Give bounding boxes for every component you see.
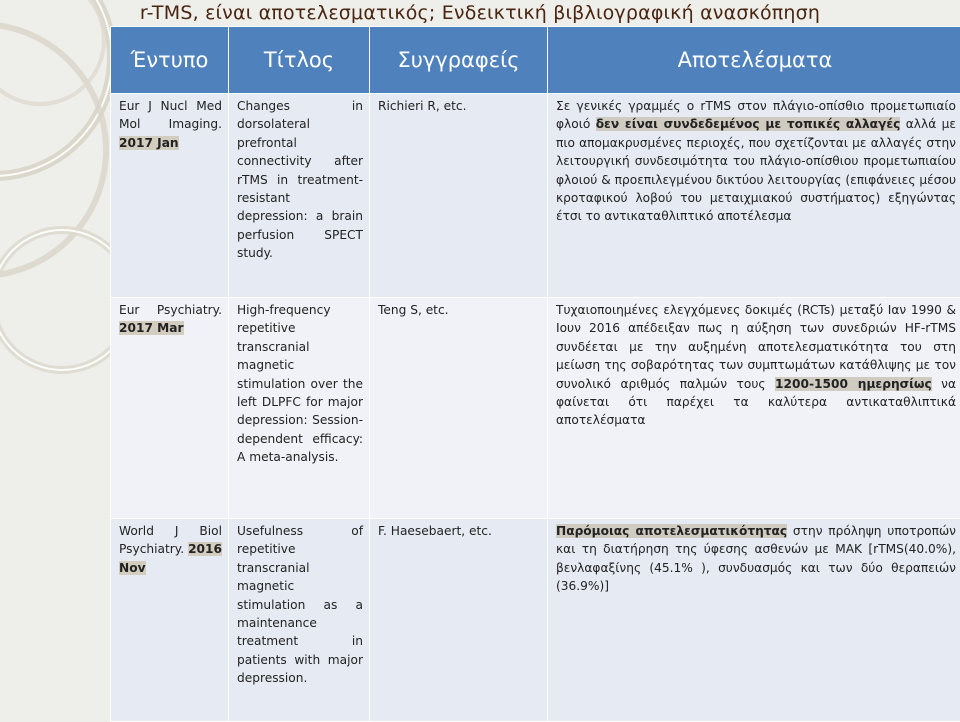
publication-date: 2017 Mar (119, 321, 184, 335)
journal-name: World J Biol Psychiatry. (119, 524, 222, 556)
header-journal: Έντυπο (111, 27, 229, 94)
header-results: Αποτελέσματα (548, 27, 960, 94)
result-text: στην πρόληψη υποτροπών και τη διατήρηση της ύφεσης ασθενών με ΜΑΚ [rTMS(40.0%), βενλαφαξίνης (45.1% ), συνδυασμός και των δύο θεραπειών (36.9%)] (556, 524, 956, 593)
results-cell (548, 298, 960, 519)
literature-table (110, 26, 960, 722)
journal-cell (111, 298, 229, 519)
results-cell (548, 94, 960, 298)
title-cell: Usefulness of repetitive transcranial magnetic stimulation as a maintenance treatment in patients with major depression. (229, 519, 370, 722)
authors-cell: Richieri R, etc. (370, 94, 548, 298)
title-cell: High-frequency repetitive transcranial magnetic stimulation over the left DLPFC for major depression: Session-dependent efficacy: A meta-analysis. (229, 298, 370, 519)
result-text: να φαίνεται ότι παρέχει τα καλύτερα αντικαταθλιπτικά αποτελέσματα (556, 377, 956, 428)
table-row (111, 519, 960, 722)
journal-cell (111, 519, 229, 722)
header-title: Τίτλος (229, 27, 370, 94)
publication-date: 2017 Jan (119, 136, 179, 150)
result-highlight: δεν είναι συνδεδεμένος με τοπικές αλλαγές (596, 117, 901, 131)
table-header-row (111, 27, 960, 94)
publication-date: 2016 Nov (119, 542, 222, 574)
table-row (111, 298, 960, 519)
slide-title: r-TMS, είναι αποτελεσματικός; Ενδεικτική βιβλιογραφική ανασκόπηση (0, 2, 960, 24)
table-row (111, 94, 960, 298)
journal-cell (111, 94, 229, 298)
title-cell: Changes in dorsolateral prefrontal connectivity after rTMS in treatment-resistant depression: a brain perfusion SPECT study. (229, 94, 370, 298)
journal-name: Eur Psychiatry. (119, 303, 222, 317)
header-authors: Συγγραφείς (370, 27, 548, 94)
result-highlight: Παρόμοιας αποτελεσματικότητας (556, 524, 787, 538)
result-highlight: 1200-1500 ημερησίως (775, 377, 932, 391)
result-text: Σε γενικές γραμμές ο rTMS στον πλάγιο-οπίσθιο προμετωπιαίο φλοιό (556, 99, 956, 131)
authors-cell: Teng S, etc. (370, 298, 548, 519)
journal-name: Eur J Nucl Med Mol Imaging. (119, 99, 222, 131)
authors-cell: F. Haesebaert, etc. (370, 519, 548, 722)
results-cell (548, 519, 960, 722)
result-text: αλλά με πιο απομακρυσμένες περιοχές, που σχετίζονται με αλλαγές στην λειτουργική συνδεσιμότητα του πλάγιο-οπίσθιου προμετωπιαίου φλοιού & προεπιλεγμένου δικτύου λειτουργίας (επιφάνειες μέσου κροταφικού λοβού του μεταιχμιακού συστήματος) εξηγώντας έτσι το αντικαταθλιπτικό αποτέλεσμα (556, 117, 956, 223)
result-text: Τυχαιοποιημένες ελεγχόμενες δοκιμές (RCTs) μεταξύ Ιαν 1990 & Ιουν 2016 απέδειξαν πως η αύξηση των συνεδριών HF-rTMS συνδέεται με την αυξημένη αποτελεσματικότητα του στη μείωση της σοβαρότητας των συμπτωμάτων κατάθλιψης με τον συνολικό αριθμός παλμών τους (556, 303, 956, 391)
